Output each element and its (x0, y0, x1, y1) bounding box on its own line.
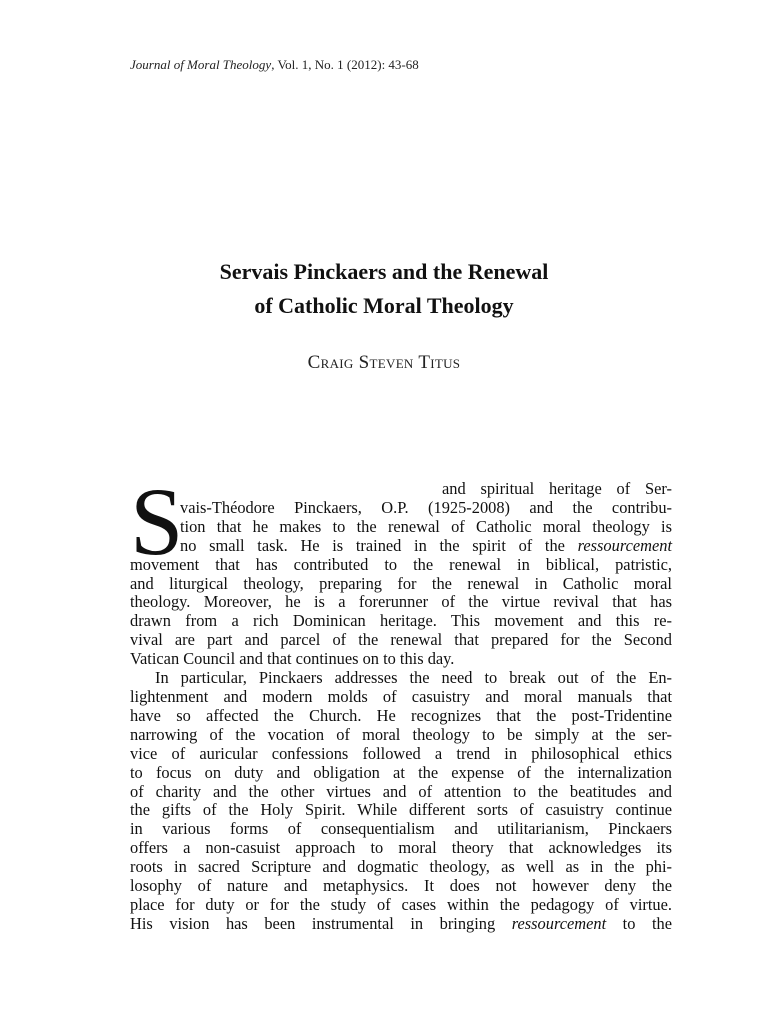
emphasis-text: ressourcement (511, 913, 607, 933)
body-line: of charity and the other virtues and of attention to the beatitudes and (130, 781, 672, 801)
body-line (130, 537, 672, 556)
body-line: vais-Théodore Pinckaers, O.P. (1925-2008) and the contribu- (180, 497, 672, 517)
body-line: movement that has contributed to the renewal in biblical, patristic, (130, 554, 672, 574)
body-text-segment: to the (606, 913, 673, 933)
body-line: place for duty or for the study of cases within the pedagogy of virtue. (130, 894, 672, 914)
emphasis-text: ressourcement (577, 535, 672, 555)
journal-name: Journal of Moral Theology (130, 57, 272, 72)
author-name: Craig Steven Titus (307, 352, 461, 373)
article-body (130, 480, 672, 934)
body-line: tion that he makes to the renewal of Catholic moral theology is (180, 516, 672, 536)
journal-details: , Vol. 1, No. 1 (2012): 43-68 (271, 57, 419, 72)
body-line: the gifts of the Holy Spirit. While different sorts of casuistry continue (130, 800, 672, 820)
body-line: to focus on duty and obligation at the expense of the internalization (130, 762, 672, 782)
body-line: vival are part and parcel of the renewal that prepared for the Second (130, 630, 672, 650)
body-line: losophy of nature and metaphysics. It does not however deny the (130, 876, 672, 896)
body-line: lightenment and modern molds of casuistry and moral manuals that (130, 686, 672, 706)
body-line (130, 915, 672, 934)
body-line: In particular, Pinckaers addresses the need to break out of the En- (155, 668, 672, 688)
body-line: theology. Moreover, he is a forerunner of the virtue revival that has (130, 592, 672, 612)
body-line: drawn from a rich Dominican heritage. This movement and this re- (130, 611, 672, 631)
body-line: roots in sacred Scripture and dogmatic theology, as well as in the phi- (130, 857, 672, 877)
title-line-1: Servais Pinckaers and the Renewal (219, 259, 549, 284)
body-line: offers a non-casuist approach to moral theory that acknowledges its (130, 838, 672, 858)
running-head (130, 57, 419, 73)
body-line: and liturgical theology, preparing for the renewal in Catholic moral (130, 573, 672, 593)
drop-cap: S (130, 468, 184, 575)
body-line: Vatican Council and that continues on to this day. (130, 649, 455, 669)
body-text-segment: no small task. He is trained in the spirit of the (180, 535, 578, 555)
body-line: and spiritual heritage of Ser- (442, 479, 672, 498)
title-line-2: of Catholic Moral Theology (254, 293, 514, 318)
body-line: narrowing of the vocation of moral theology to be simply at the ser- (130, 724, 672, 744)
body-line: vice of auricular confessions followed a trend in philosophical ethics (130, 743, 672, 763)
body-line: in various forms of consequentialism and utilitarianism, Pinckaers (130, 819, 672, 839)
article-title (0, 255, 768, 323)
body-line: have so affected the Church. He recognizes that the post-Tridentine (130, 705, 672, 725)
body-text-segment: His vision has been instrumental in bringing (130, 913, 512, 933)
